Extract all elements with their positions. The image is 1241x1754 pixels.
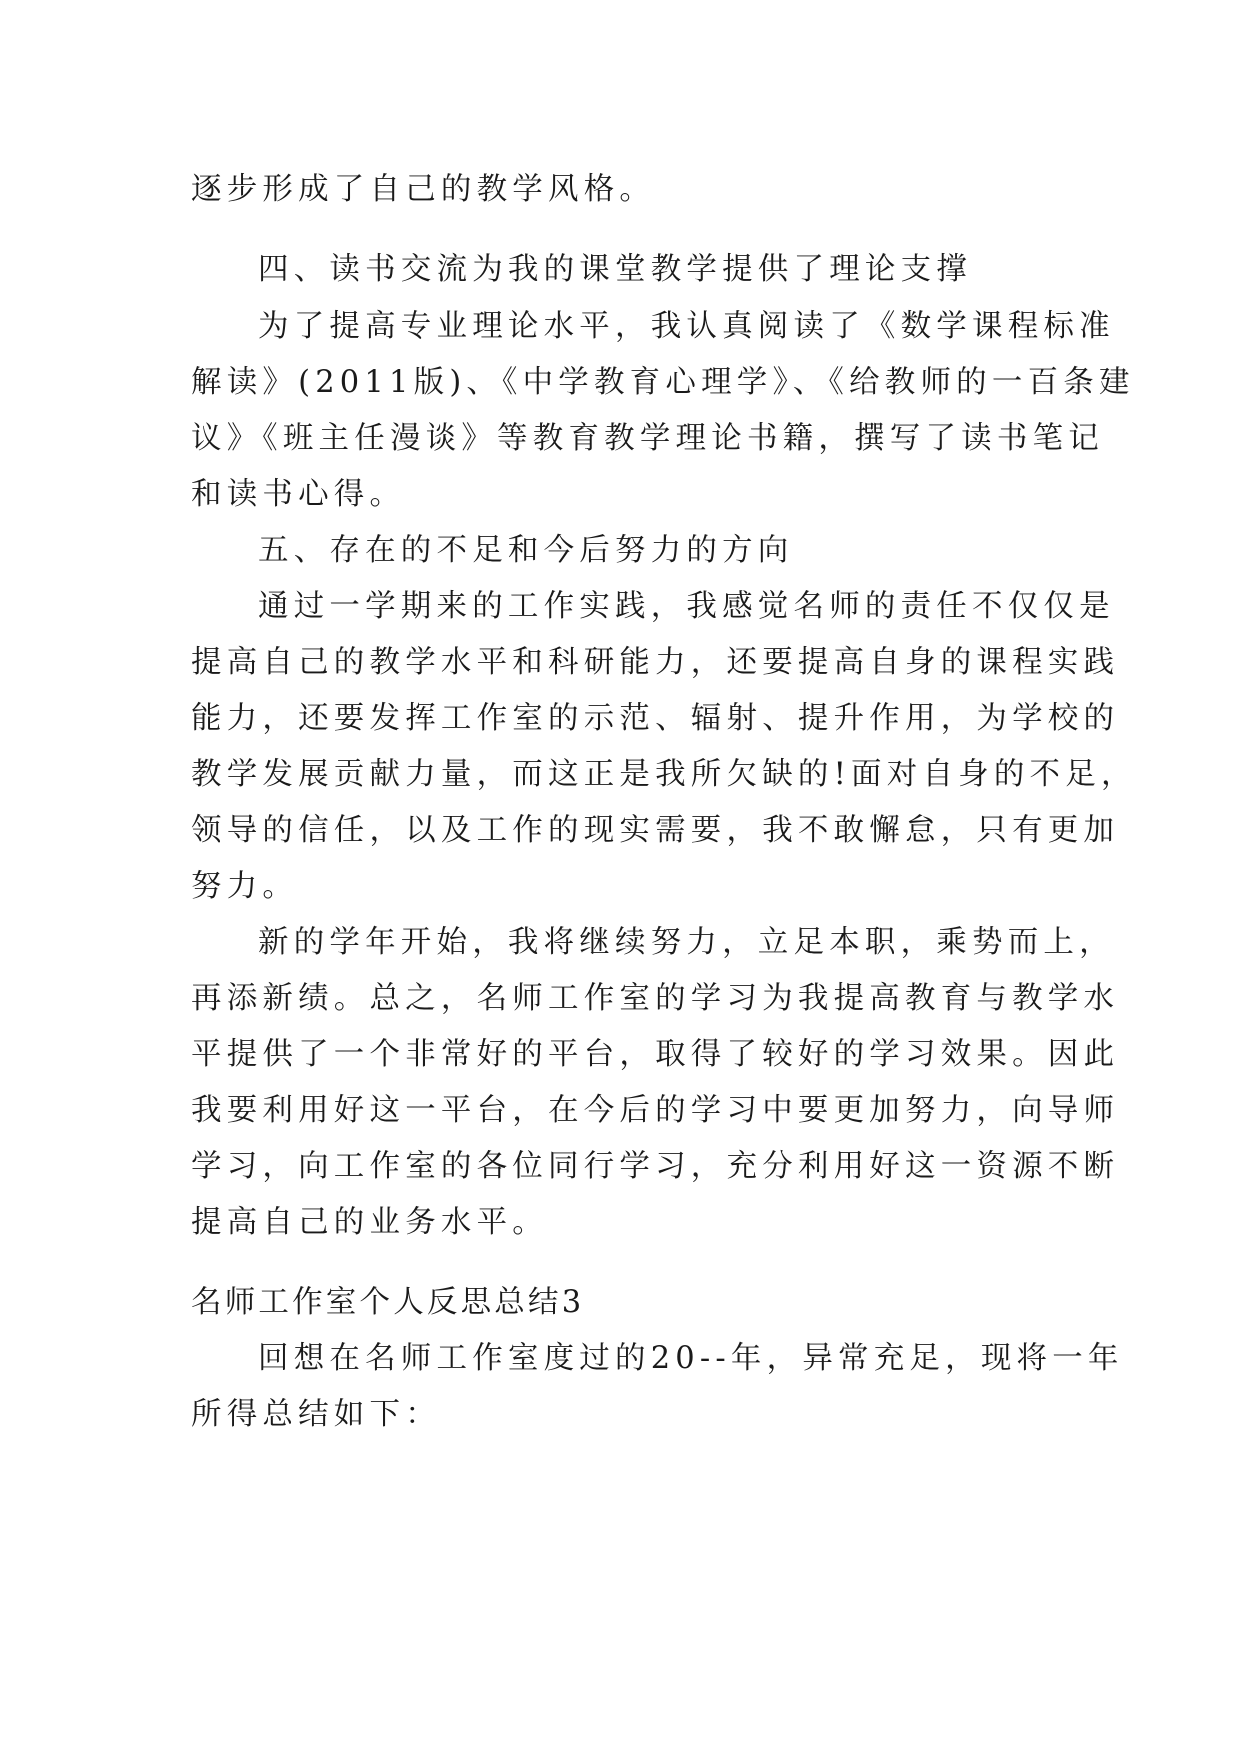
paragraph-line: 平提供了一个非常好的平台，取得了较好的学习效果。因此 (191, 1037, 1120, 1072)
section-heading-5: 五、存在的不足和今后努力的方向 (258, 533, 794, 568)
paragraph-line: 新的学年开始，我将继续努力，立足本职，乘势而上， (258, 925, 1115, 960)
paragraph-line: 通过一学期来的工作实践，我感觉名师的责任不仅仅是 (258, 589, 1115, 624)
paragraph-line: 议》《班主任漫谈》等教育教学理论书籍，撰写了读书笔记 (191, 421, 1104, 456)
paragraph-line: 回想在名师工作室度过的20--年，异常充足，现将一年 (258, 1341, 1124, 1376)
paragraph-line: 逐步形成了自己的教学风格。 (191, 172, 656, 207)
paragraph-line: 为了提高专业理论水平，我认真阅读了《数学课程标准 (258, 309, 1115, 344)
paragraph-line: 教学发展贡献力量，而这正是我所欠缺的!面对自身的不足， (191, 757, 1137, 792)
paragraph-line: 提高自己的教学水平和科研能力，还要提高自身的课程实践 (191, 645, 1120, 680)
paragraph-line: 学习，向工作室的各位同行学习，充分利用好这一资源不断 (191, 1149, 1120, 1184)
paragraph-line: 努力。 (191, 869, 299, 904)
document-title: 名师工作室个人反思总结3 (191, 1285, 585, 1320)
paragraph-line: 领导的信任，以及工作的现实需要，我不敢懈怠，只有更加 (191, 813, 1120, 848)
paragraph-line: 解读》(2011版)、《中学教育心理学》、《给教师的一百条建 (191, 365, 1135, 400)
paragraph-line: 和读书心得。 (191, 477, 406, 512)
paragraph-line: 能力，还要发挥工作室的示范、辐射、提升作用，为学校的 (191, 701, 1120, 736)
paragraph-line: 再添新绩。总之，名师工作室的学习为我提高教育与教学水 (191, 981, 1120, 1016)
paragraph-line: 我要利用好这一平台，在今后的学习中要更加努力，向导师 (191, 1093, 1120, 1128)
paragraph-line: 所得总结如下： (191, 1397, 441, 1432)
section-heading-4: 四、读书交流为我的课堂教学提供了理论支撑 (258, 252, 972, 287)
paragraph-line: 提高自己的业务水平。 (191, 1205, 548, 1240)
